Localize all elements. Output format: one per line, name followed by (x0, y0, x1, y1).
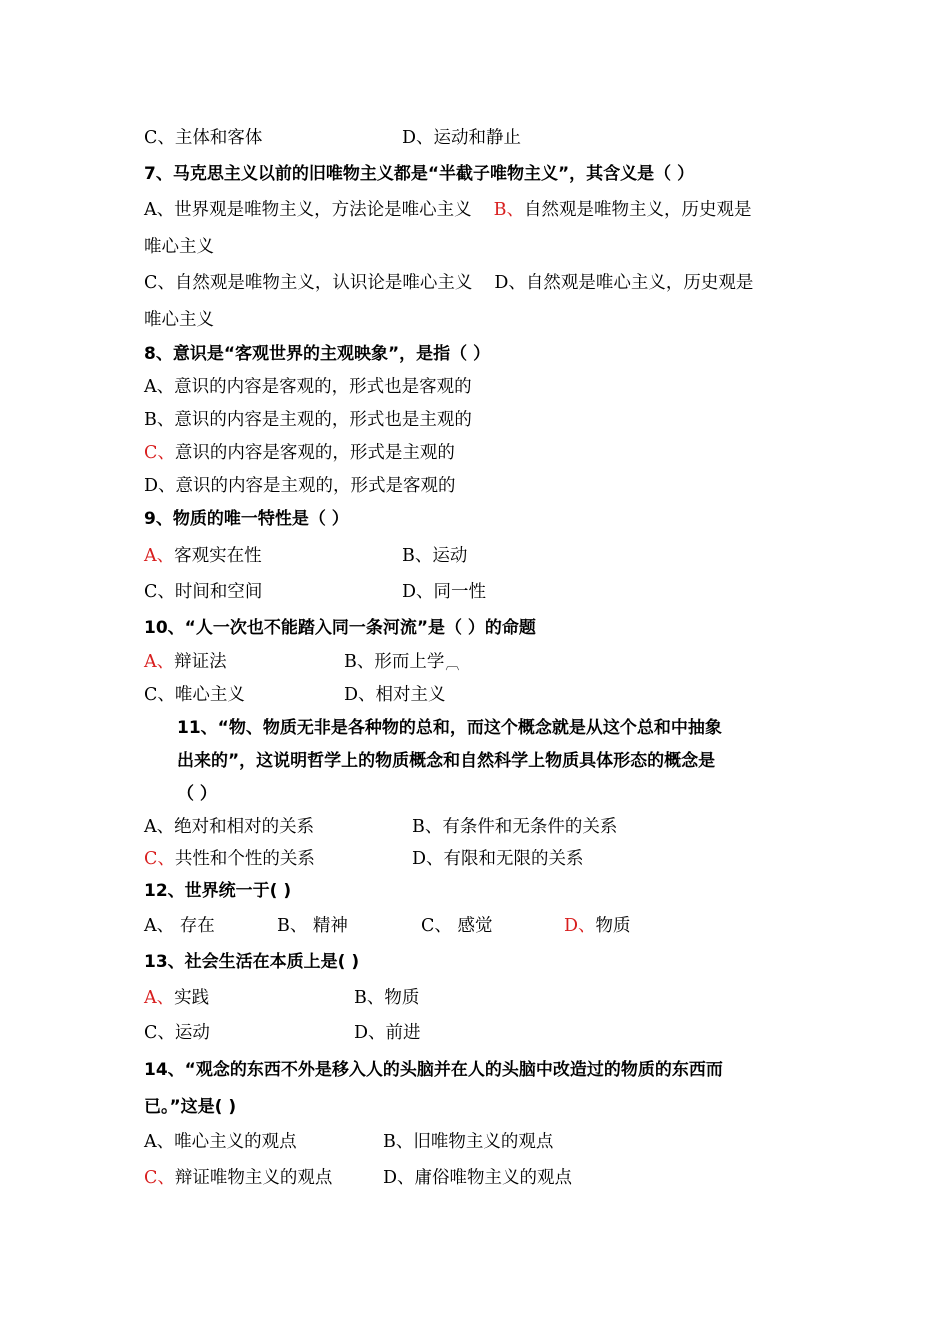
q14-stem-line1: 14、“观念的东西不外是移入人的头脑并在人的头脑中改造过的物质的东西而 (144, 1060, 723, 1080)
q7-option-c: C、自然观是唯物主义，认识论是唯心主义 (144, 273, 473, 293)
q12-option-d-text: 物质 (595, 916, 631, 936)
q8-option-c-text: 意识的内容是客观的，形式是主观的 (174, 443, 455, 463)
q6-options-cd (144, 126, 521, 150)
q12-option-d-letter: D、 (564, 916, 596, 936)
q6-option-c: C、主体和客体 (144, 128, 263, 148)
q10-stray-mark: ︹ (445, 657, 460, 673)
q9-options-ab (144, 544, 467, 568)
q14-stem-line2: 已。”这是( ) (144, 1097, 237, 1117)
q10-option-d: D、相对主义 (344, 685, 446, 705)
q7-options-cd (144, 271, 753, 295)
q13-option-a-text: 实践 (174, 988, 210, 1008)
q9-option-a-text: 客观实在性 (174, 546, 262, 566)
q10-stem: 10、“人一次也不能踏入同一条河流”是（ ）的命题 (144, 618, 536, 638)
q9-option-b: B、运动 (402, 546, 468, 566)
q12-options (144, 914, 631, 938)
q13-stem: 13、社会生活在本质上是( ) (144, 952, 360, 972)
q11-option-a: A、绝对和相对的关系 (144, 817, 315, 837)
q14-option-c-text: 辩证唯物主义的观点 (174, 1168, 333, 1188)
q14-option-a: A、唯心主义的观点 (144, 1132, 297, 1152)
q14-option-c-letter: C、 (144, 1168, 175, 1188)
q8-option-a: A、意识的内容是客观的，形式也是客观的 (144, 377, 472, 397)
q10-option-c: C、唯心主义 (144, 685, 245, 705)
q14-option-d: D、庸俗唯物主义的观点 (383, 1168, 573, 1188)
q14-options-ab (144, 1130, 553, 1154)
q11-stem-line2: 出来的”，这说明哲学上的物质概念和自然科学上物质具体形态的概念是 (177, 751, 716, 771)
q13-option-b: B、物质 (354, 988, 420, 1008)
q12-option-b: B、 精神 (277, 916, 348, 936)
q6-option-d: D、运动和静止 (402, 128, 522, 148)
q7-option-d-cont: 唯心主义 (144, 310, 214, 330)
q11-option-c-letter: C、 (144, 849, 175, 869)
q11-option-c-text: 共性和个性的关系 (174, 849, 315, 869)
q12-option-a: A、 存在 (144, 916, 215, 936)
q12-option-c: C、 感觉 (421, 916, 493, 936)
q7-options-ab (144, 198, 752, 222)
q9-stem: 9、物质的唯一特性是（ ） (144, 509, 349, 529)
q7-option-b-cont: 唯心主义 (144, 237, 214, 257)
q8-option-b: B、意识的内容是主观的，形式也是主观的 (144, 410, 472, 430)
q7-option-d: D、自然观是唯心主义，历史观是 (494, 273, 754, 293)
q11-option-d: D、有限和无限的关系 (412, 849, 584, 869)
q10-options-cd (144, 683, 446, 707)
q14-option-b: B、旧唯物主义的观点 (383, 1132, 554, 1152)
q9-option-d: D、同一性 (402, 582, 487, 602)
q10-option-a-text: 辩证法 (174, 652, 227, 672)
q10-option-a-letter: A、 (144, 652, 175, 672)
q11-options-ab (144, 815, 617, 839)
q8-stem: 8、意识是“客观世界的主观映象”，是指（ ） (144, 344, 491, 364)
q7-stem: 7、马克思主义以前的旧唯物主义都是“半截子唯物主义”，其含义是（ ） (144, 164, 695, 184)
q13-option-a-letter: A、 (144, 988, 175, 1008)
q7-option-a: A、世界观是唯物主义，方法论是唯心主义 (144, 200, 472, 220)
q11-stem-line1: 11、“物、物质无非是各种物的总和，而这个概念就是从这个总和中抽象 (177, 718, 722, 738)
q10-option-b: B、形而上学 (344, 652, 445, 672)
q11-stem-line3: （ ） (177, 784, 217, 804)
q8-option-c-letter: C、 (144, 443, 175, 463)
q9-options-cd (144, 580, 486, 604)
q7-option-b-letter: B、 (493, 200, 525, 220)
q9-option-c: C、时间和空间 (144, 582, 263, 602)
q8-option-d: D、意识的内容是主观的，形式是客观的 (144, 476, 456, 496)
q13-options-cd (144, 1021, 421, 1045)
q10-options-ab (144, 650, 459, 677)
q14-options-cd (144, 1166, 572, 1190)
q11-options-cd (144, 847, 584, 871)
q13-option-d: D、前进 (354, 1023, 421, 1043)
q9-option-a-letter: A、 (144, 546, 175, 566)
q7-option-b-text: 自然观是唯物主义，历史观是 (524, 200, 752, 220)
q8-option-c (144, 441, 455, 465)
q13-options-ab (144, 986, 419, 1010)
q11-option-b: B、有条件和无条件的关系 (412, 817, 618, 837)
q12-stem: 12、世界统一于( ) (144, 881, 292, 901)
q13-option-c: C、运动 (144, 1023, 210, 1043)
